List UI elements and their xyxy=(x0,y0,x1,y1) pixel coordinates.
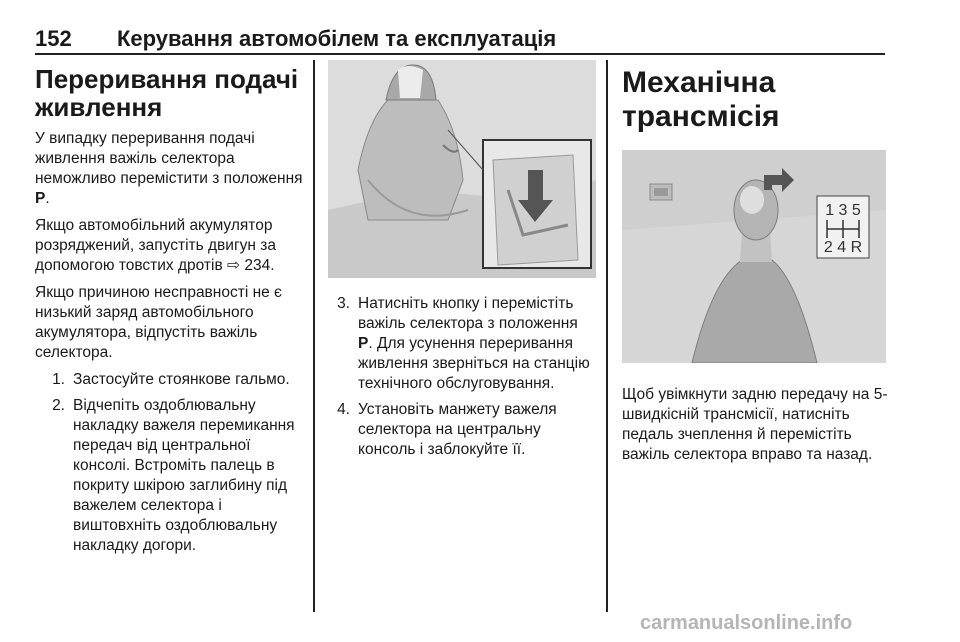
column-divider-1 xyxy=(313,60,315,612)
steps-list-left xyxy=(35,370,305,556)
selector-lever-drawing xyxy=(328,60,596,278)
middle-column xyxy=(328,60,596,466)
paragraph-release-selector: Якщо причиною несправності не є низький заряд автомобільного акумулятора, відпустіть важіль селектора. xyxy=(35,284,282,361)
watermark: carmanualsonline.info xyxy=(640,612,853,634)
column-divider-2 xyxy=(606,60,608,612)
header-divider xyxy=(35,53,885,55)
gear-pattern-bottom-label: 2 4 R xyxy=(823,239,863,256)
step-item: 2. Відчепіть оздоблювальну накладку важеля перемикання передач від центральної консолі. Встроміть палець в покриту шкірою заглибину під важелем селектора і виштовхніть оздоблювальну накладку догори. xyxy=(52,397,295,554)
section-title-power-interruption: Переривання подачі живлення xyxy=(35,64,299,122)
right-column xyxy=(622,60,892,472)
header-title: Керування автомобілем та експлуатація xyxy=(117,26,557,51)
manual-gearshift-illustration xyxy=(622,150,886,363)
selector-lever-illustration xyxy=(328,60,596,278)
page-number: 152 xyxy=(35,26,72,51)
step-item: 3. Натисніть кнопку і перемістіть важіль селектора з положення P. Для усунення переривання живлення зверніться на станцію технічного обслуговування. xyxy=(337,295,590,392)
gearshift-drawing xyxy=(622,150,886,363)
page-ref-arrow-icon: ⇨ xyxy=(227,257,241,274)
page-header xyxy=(35,26,885,54)
gear-pattern-top-label: 1 3 5 xyxy=(825,202,861,219)
paragraph-power-interruption: У випадку переривання подачі живлення важіль селектора неможливо перемістити з положення P. xyxy=(35,130,303,207)
section-title-manual-transmission: Механічна трансмісія xyxy=(622,66,780,133)
paragraph-battery: Якщо автомобільний акумулятор розряджений, запустіть двигун за допомогою товстих дротів ⇨ 234. xyxy=(35,217,276,274)
step-item: 4. Установіть манжету важеля селектора на центральну консоль і заблокуйте її. xyxy=(337,401,557,458)
steps-list-middle xyxy=(328,294,596,460)
paragraph-reverse-gear: Щоб увімкнути задню передачу на 5-швидкісній трансмісії, натисніть педаль зчеплення й перемістіть важіль селектора вправо та назад. xyxy=(622,386,888,463)
left-column xyxy=(35,60,305,562)
step-item: 1. Застосуйте стоянкове гальмо. xyxy=(52,371,290,388)
page-ref[interactable]: 234. xyxy=(240,257,275,274)
